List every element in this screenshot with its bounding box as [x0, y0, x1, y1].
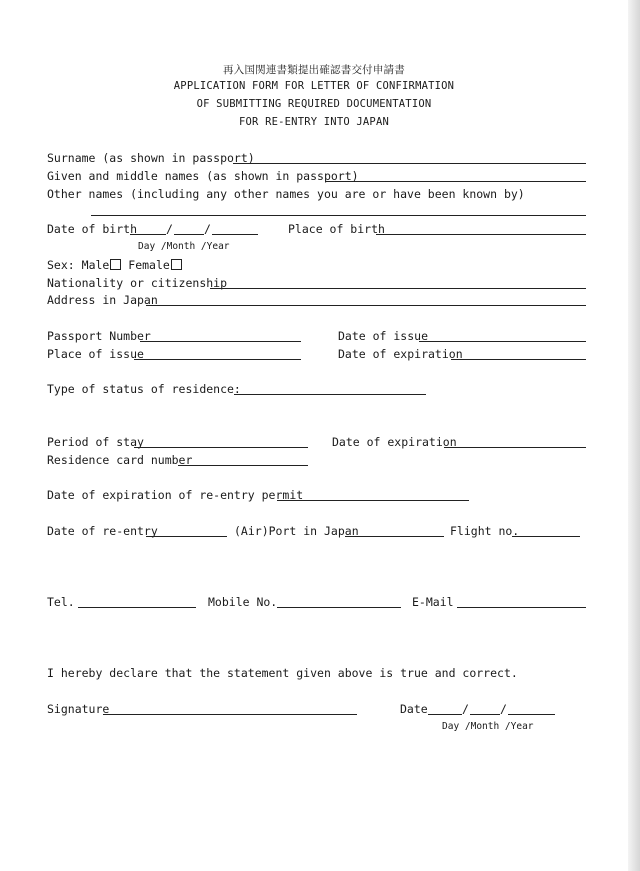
signature-date-separator-1: / [462, 702, 469, 716]
nationality-field[interactable] [210, 288, 586, 289]
tel-label: Tel. [47, 595, 75, 609]
surname-label: Surname (as shown in passport) [47, 151, 255, 165]
mobile-label: Mobile No. [208, 595, 278, 609]
email-label: E-Mail [412, 595, 454, 609]
dob-month-field[interactable] [174, 234, 204, 235]
flight-label: Flight no. [450, 524, 520, 538]
reentry-expiration-field[interactable] [277, 500, 469, 501]
signature-year-field[interactable] [508, 714, 555, 715]
stay-expiration-label: Date of expiration [332, 435, 457, 449]
reentry-date-field[interactable] [146, 536, 227, 537]
given-names-label: Given and middle names (as shown in passport) [47, 169, 359, 183]
nationality-label: Nationality or citizenship [47, 276, 228, 290]
dob-separator-2: / [204, 222, 211, 236]
passport-expiration-field[interactable] [451, 359, 586, 360]
period-of-stay-label: Period of stay [47, 435, 144, 449]
male-label: Male [81, 258, 110, 272]
reentry-date-label: Date of re-entry [47, 524, 158, 538]
status-type-label: Type of status of residence: [47, 382, 241, 396]
title-line-1: APPLICATION FORM FOR LETTER OF CONFIRMATION [173, 80, 455, 92]
female-label: Female [128, 258, 170, 272]
signature-date-separator-2: / [500, 702, 507, 716]
signature-day-field[interactable] [428, 714, 462, 715]
address-label: Address in Japan [47, 293, 158, 307]
title-japanese: 再入国関連書類提出確認書交付申請書 [223, 64, 405, 76]
place-of-birth-label: Place of birth [288, 222, 385, 236]
female-checkbox[interactable] [171, 259, 182, 270]
passport-number-field[interactable] [140, 341, 301, 342]
residence-card-field[interactable] [178, 465, 308, 466]
port-label: (Air)Port in Japan [234, 524, 359, 538]
dob-separator-1: / [166, 222, 173, 236]
stay-expiration-field[interactable] [444, 447, 586, 448]
residence-card-label: Residence card number [47, 453, 193, 467]
other-names-label: Other names (including any other names you are or have been known by) [47, 187, 525, 201]
surname-field[interactable] [233, 163, 586, 164]
signature-month-field[interactable] [470, 714, 500, 715]
signature-label: Signature [47, 702, 110, 716]
passport-expiration-label: Date of expiration [338, 347, 463, 361]
reentry-expiration-label: Date of expiration of re-entry permit [47, 488, 304, 502]
email-field[interactable] [457, 607, 586, 608]
tel-field[interactable] [78, 607, 196, 608]
title-line-3: FOR RE-ENTRY INTO JAPAN [239, 116, 389, 128]
mobile-field[interactable] [277, 607, 401, 608]
signature-date-hint: Day /Month /Year [442, 721, 534, 732]
date-of-issue-field[interactable] [419, 341, 586, 342]
place-of-birth-field[interactable] [376, 234, 586, 235]
dob-format-hint: Day /Month /Year [138, 241, 230, 252]
port-field[interactable] [345, 536, 444, 537]
period-of-stay-field[interactable] [134, 447, 308, 448]
address-field[interactable] [146, 305, 586, 306]
declaration-text: I hereby declare that the statement given above is true and correct. [47, 666, 518, 680]
signature-field[interactable] [103, 714, 357, 715]
page-edge-shadow [628, 0, 640, 871]
sex-row [47, 258, 182, 272]
place-of-issue-field[interactable] [134, 359, 301, 360]
male-checkbox[interactable] [110, 259, 121, 270]
status-type-field[interactable] [234, 394, 426, 395]
given-names-field[interactable] [325, 181, 586, 182]
title-line-2: OF SUBMITTING REQUIRED DOCUMENTATION [196, 98, 432, 110]
flight-field[interactable] [512, 536, 580, 537]
other-names-field[interactable] [91, 215, 586, 216]
place-of-issue-label: Place of issue [47, 347, 144, 361]
dob-label: Date of birth [47, 222, 138, 236]
dob-day-field[interactable] [130, 234, 166, 235]
passport-number-label: Passport Number [47, 329, 151, 343]
signature-date-label: Date [400, 702, 428, 716]
sex-label: Sex: [47, 258, 75, 272]
date-of-issue-label: Date of issue [338, 329, 429, 343]
dob-year-field[interactable] [212, 234, 258, 235]
